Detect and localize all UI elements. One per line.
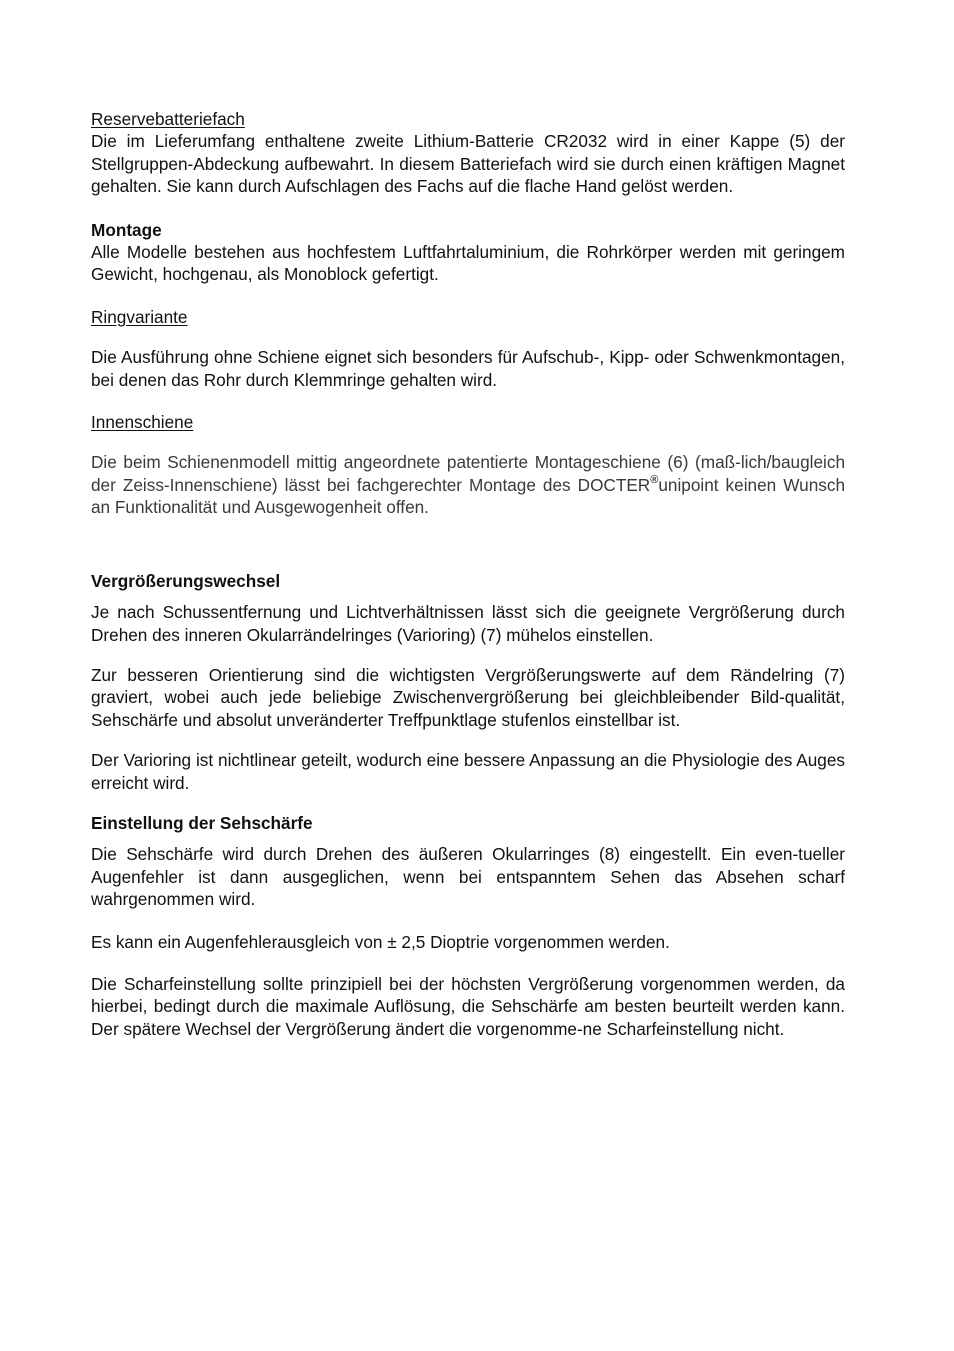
heading-vergroesserungswechsel: Vergrößerungswechsel xyxy=(91,570,281,591)
paragraph-innenschiene-part-b: unipoint keinen Wunsch an Funktionalität und Ausgewogenheit offen. xyxy=(91,474,845,518)
heading-einstellung-sehschaerfe: Einstellung der Sehschärfe xyxy=(91,812,313,833)
heading-reservebatteriefach: Reservebatteriefach xyxy=(91,109,245,129)
paragraph-innenschiene xyxy=(91,451,845,518)
paragraph-ringvariante: Die Ausführung ohne Schiene eignet sich besonders für Aufschub-, Kipp- oder Schwenkmontagen, bei denen das Rohr durch Klemmringe gehalten wird. xyxy=(91,347,845,390)
heading-montage: Montage xyxy=(91,219,162,240)
paragraph-sehschaerfe-3: Die Scharfeinstellung sollte prinzipiell bei der höchsten Vergrößerung vorgenommen werden, da hierbei, bedingt durch die maximale Auflösung, die Sehschärfe am besten beurteilt werden kann. Der spätere Wechsel der Vergrößerung ändert die vorgenomme-ne Scharfeinstellung nicht. xyxy=(91,973,845,1039)
registered-mark: ® xyxy=(650,474,659,487)
paragraph-innenschiene-part-a: Die beim Schienenmodell mittig angeordnete patentierte Montageschiene (6) (maß-lich/baugleich der Zeiss-Innenschiene) lässt bei fachgerechter Montage des DOCTER xyxy=(91,452,845,495)
paragraph-reservebatteriefach: Die im Lieferumfang enthaltene zweite Lithium-Batterie CR2032 wird in einer Kappe (5) der Stellgruppen-Abdeckung aufbewahrt. In diesem Batteriefach wird sie durch einen kräftigen Magnet gehalten. Sie kann durch Aufschlagen des Fachs auf die flache Hand gelöst werden. xyxy=(91,131,845,197)
paragraph-vergroesserung-2: Zur besseren Orientierung sind die wichtigsten Vergrößerungswerte auf dem Rändelring (7) graviert, wobei auch jede beliebige Zwischenvergrößerung bei gleichbleibender Bild-qualität, Sehschärfe und absolut unveränderter Treffpunktlage stufenlos einstellbar ist. xyxy=(91,664,845,730)
paragraph-vergroesserung-1: Je nach Schussentfernung und Lichtverhältnissen lässt sich die geeignete Vergrößerung durch Drehen des inneren Okularrändelringes (Varioring) (7) mühelos einstellen. xyxy=(91,602,845,645)
heading-innenschiene: Innenschiene xyxy=(91,412,194,433)
heading-ringvariante: Ringvariante xyxy=(91,306,188,327)
document-page xyxy=(91,108,845,1040)
paragraph-vergroesserung-3: Der Varioring ist nichtlinear geteilt, wodurch eine bessere Anpassung an die Physiologie des Auges erreicht wird. xyxy=(91,750,845,793)
paragraph-montage: Alle Modelle bestehen aus hochfestem Luftfahrtaluminium, die Rohrkörper werden mit geringem Gewicht, hochgenau, als Monoblock gefertigt. xyxy=(91,242,845,285)
paragraph-sehschaerfe-2: Es kann ein Augenfehlerausgleich von ± 2,5 Dioptrie vorgenommen werden. xyxy=(91,931,670,952)
paragraph-sehschaerfe-1: Die Sehschärfe wird durch Drehen des äußeren Okularringes (8) eingestellt. Ein even-tueller Augenfehler ist dann ausgeglichen, wenn bei entspanntem Sehen das Absehen scharf wahrgenommen wird. xyxy=(91,844,845,910)
